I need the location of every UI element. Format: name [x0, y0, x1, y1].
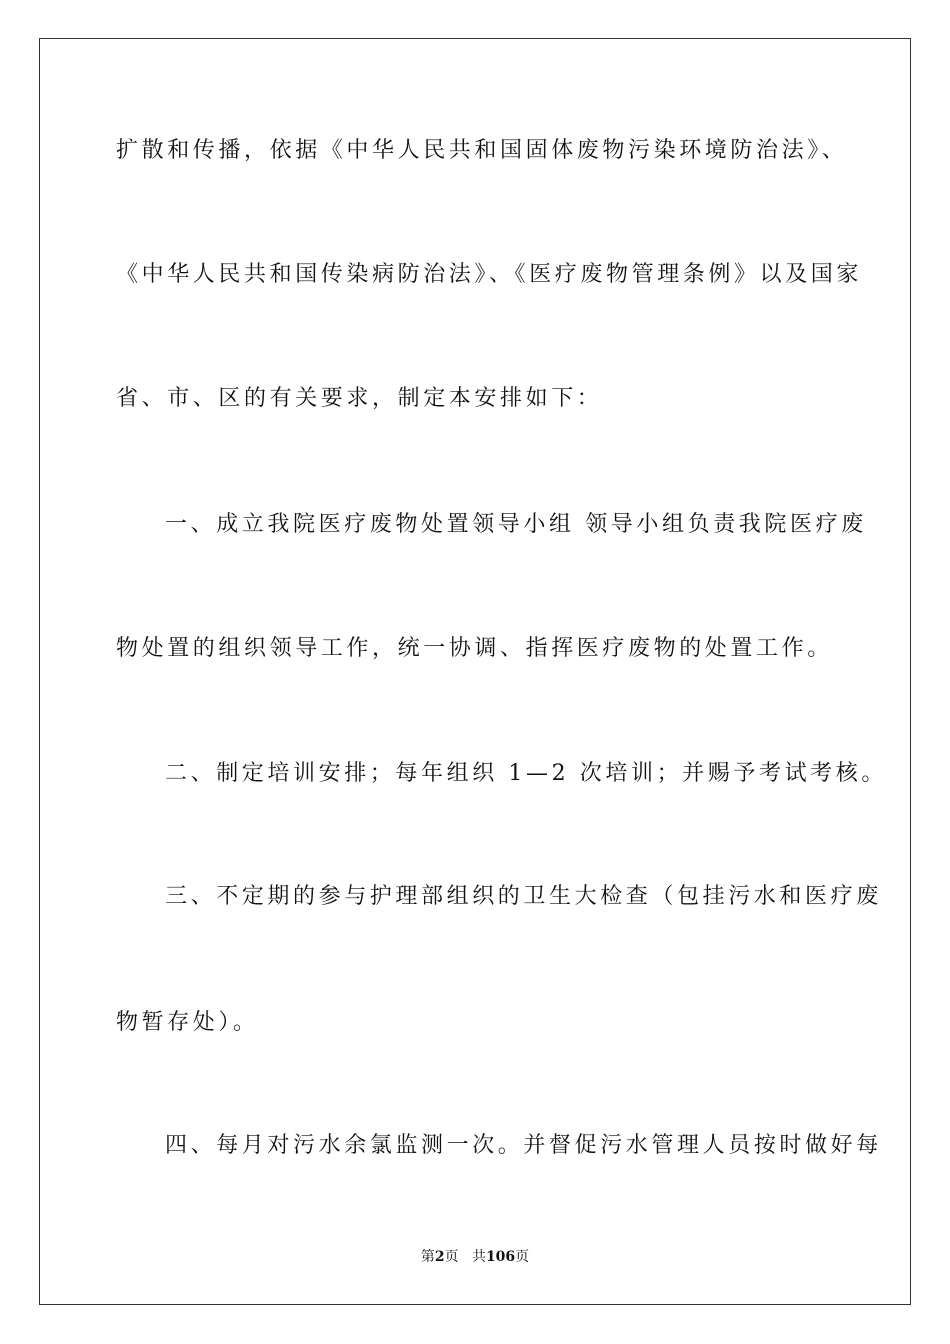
- paragraph-line: 省、市、区的有关要求，制定本安排如下：: [116, 386, 603, 411]
- paragraph-line: 一、成立我院医疗废物处置领导小组 领导小组负责我院医疗废: [165, 512, 867, 537]
- page-suffix: 页: [444, 1249, 459, 1265]
- paragraph-line: 物处置的组织领导工作，统一协调、指挥医疗废物的处置工作。: [116, 636, 833, 661]
- total-prefix: 共: [471, 1249, 486, 1265]
- total-suffix: 页: [515, 1249, 530, 1265]
- paragraph-line: 四、每月对污水余氯监测一次。并督促污水管理人员按时做好每: [165, 1133, 882, 1158]
- paragraph-line: 二、制定培训安排；每年组织 1—2 次培训；并赐予考试考核。: [165, 761, 887, 786]
- paragraph-line: 物暂存处）。: [116, 1010, 259, 1035]
- page-border: [39, 38, 911, 1305]
- total-pages: 106: [485, 1249, 516, 1265]
- page-number: 2: [434, 1249, 445, 1265]
- paragraph-line: 扩散和传播，依据《中华人民共和国固体废物污染环境防治法》、: [116, 138, 848, 163]
- paragraph-line: 《中华人民共和国传染病防治法》、《医疗废物管理条例》以及国家: [116, 262, 863, 287]
- paragraph-line: 三、不定期的参与护理部组织的卫生大检查（包挂污水和医疗废: [165, 884, 882, 909]
- page-prefix: 第: [420, 1249, 435, 1265]
- page-footer: [0, 1248, 950, 1266]
